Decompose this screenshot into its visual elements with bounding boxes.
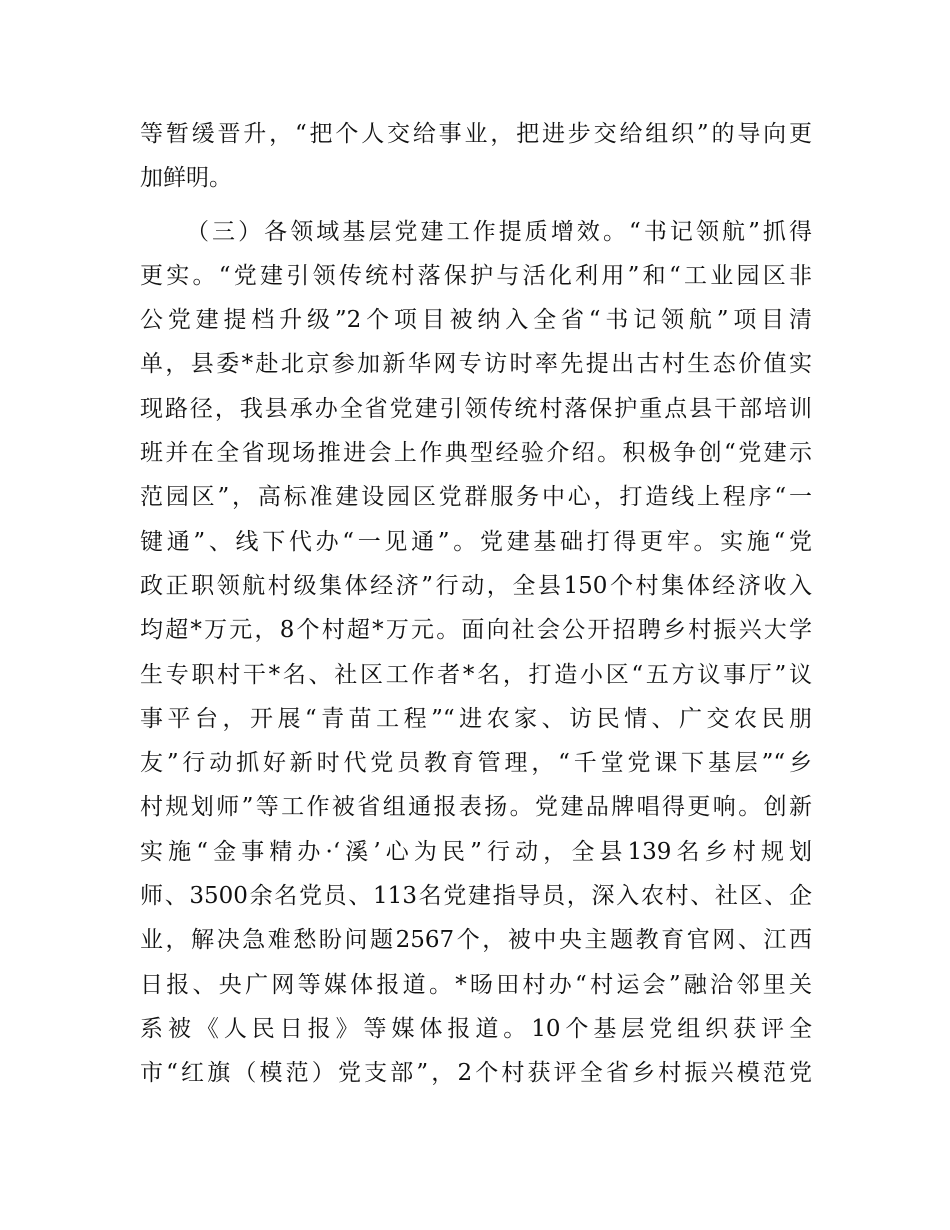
text-line: 公党建提档升级”2个项目被纳入全省“书记领航”项目清 <box>140 307 812 334</box>
text-line: 友”行动抓好新时代党员教育管理，“千堂党课下基层”“乡 <box>140 750 812 777</box>
text-line: 键通”、线下代办“一见通”。党建基础打得更牢。实施“党 <box>140 528 812 555</box>
text-line: 范园区”，高标准建设园区党群服务中心，打造线上程序“一 <box>140 484 812 511</box>
text-line: 市“红旗（模范）党支部”，2个村获评全省乡村振兴模范党 <box>140 1060 812 1087</box>
text-line: （三）各领域基层党建工作提质增效。“书记领航”抓得 <box>186 218 812 245</box>
text-line: 现路径，我县承办全省党建引领传统村落保护重点县干部培训 <box>140 395 812 422</box>
text-line: 单，县委*赴北京参加新华网专访时率先提出古村生态价值实 <box>140 351 812 378</box>
paragraph-gap <box>140 201 812 210</box>
text-line: 政正职领航村级集体经济”行动，全县150个村集体经济收入 <box>140 572 812 599</box>
text-line: 等暂缓晋升，“把个人交给事业，把进步交给组织”的导向更 <box>140 121 812 147</box>
text-line: 村规划师”等工作被省组通报表扬。党建品牌唱得更响。创新 <box>140 794 812 821</box>
text-line: 更实。“党建引领传统村落保护与活化利用”和“工业园区非 <box>140 262 812 289</box>
text-line: 实施“金事精办·‘溪’心为民”行动，全县139名乡村规划 <box>140 838 812 865</box>
text-line: 班并在全省现场推进会上作典型经验介绍。积极争创“党建示 <box>140 440 812 467</box>
text-line: 日报、央广网等媒体报道。*旸田村办“村运会”融洽邻里关 <box>140 971 812 998</box>
text-line: 事平台，开展“青苗工程”“进农家、访民情、广交农民朋 <box>140 705 812 732</box>
text-line: 均超*万元，8个村超*万元。面向社会公开招聘乡村振兴大学 <box>140 617 812 644</box>
text-line: 生专职村干*名、社区工作者*名，打造小区“五方议事厅”议 <box>140 661 812 688</box>
document-body <box>140 112 812 1096</box>
text-line: 师、3500余名党员、113名党建指导员，深入农村、社区、企 <box>140 883 812 910</box>
text-line: 系被《人民日报》等媒体报道。10个基层党组织获评全 <box>140 1015 812 1042</box>
text-line: 加鲜明。 <box>140 165 232 192</box>
text-line: 业，解决急难愁盼问题2567个，被中央主题教育官网、江西 <box>140 927 812 954</box>
